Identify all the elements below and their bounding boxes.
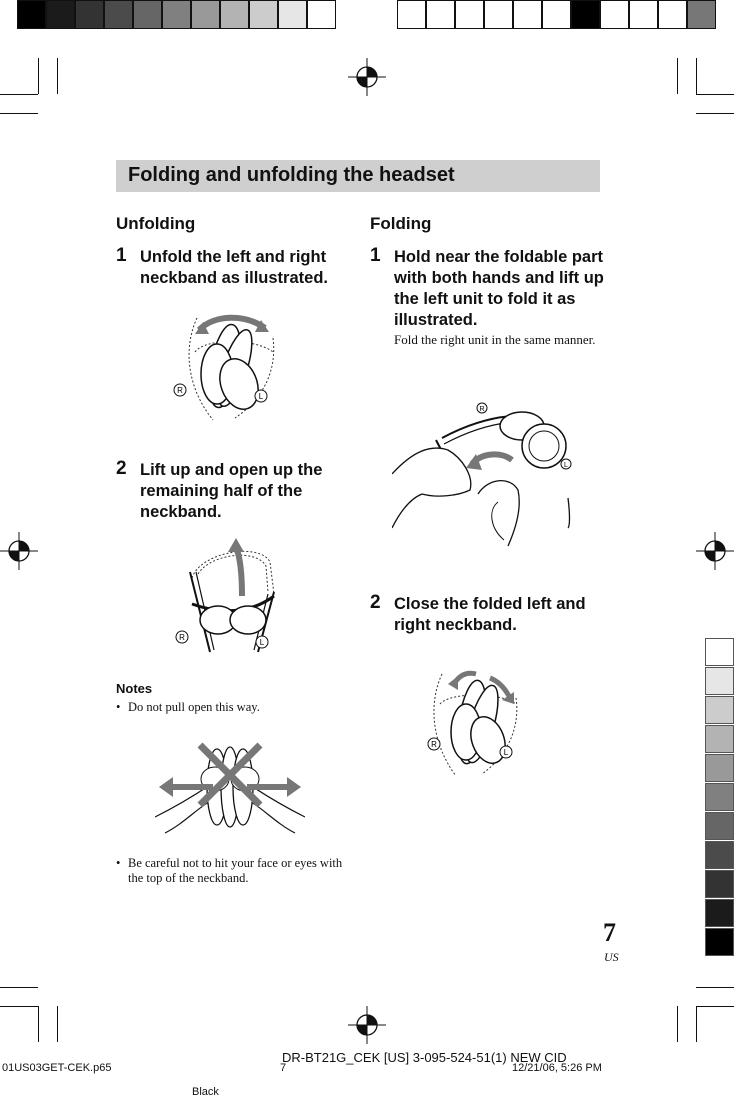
unfolding-step-1-text: Unfold the left and right neckband as illustrated. (140, 248, 328, 287)
footer-page: 7 (280, 1062, 287, 1074)
unfolding-step-2-number: 2 (116, 458, 127, 479)
footer-timestamp: 12/21/06, 5:26 PM (512, 1062, 602, 1074)
page-suffix: US (604, 950, 619, 964)
footer-file-name: 01US03GET-CEK.p65 (2, 1062, 112, 1074)
footer-document-id: DR-BT21G_CEK [US] 3-095-524-51(1) NEW CID (282, 1050, 567, 1065)
notes-heading: Notes (116, 681, 153, 696)
folding-step-1-detail: Fold the right unit in the same manner. (394, 332, 596, 347)
folding-step-1-text: Hold near the foldable part with both hands and lift up the left unit to fold it as illustrated. (394, 248, 604, 329)
do-not-pull-illustration (155, 735, 305, 835)
registration-mark-left (0, 532, 38, 570)
registration-mark-right (696, 532, 734, 570)
registration-mark-top (348, 58, 386, 96)
folding-heading: Folding (370, 214, 432, 233)
unfolding-step-2-text: Lift up and open up the remaining half of the neckband. (140, 461, 323, 521)
unfold-step-1-illustration (165, 308, 285, 428)
footer-color-label: Black (192, 1086, 219, 1098)
notes-item-1-text: Do not pull open this way. (128, 700, 260, 714)
notes-item-2-text: Be careful not to hit your face or eyes with the top of the neckband. (128, 856, 343, 885)
fold-step-2-illustration (420, 664, 530, 784)
unfolding-heading: Unfolding (116, 214, 196, 233)
label-left: L (259, 638, 265, 647)
label-right: R (431, 740, 437, 749)
folding-step-2-number: 2 (370, 592, 381, 613)
unfold-step-2-illustration (170, 532, 280, 657)
fold-step-1-illustration (392, 398, 582, 550)
folding-step-1-number: 1 (370, 245, 381, 266)
section-header (116, 160, 600, 192)
label-left: L (503, 748, 509, 757)
label-left: L (258, 392, 264, 401)
label-left: L (564, 462, 568, 469)
folding-step-2-text: Close the folded left and right neckband. (394, 595, 586, 634)
section-title: Folding and unfolding the headset (128, 164, 455, 186)
label-right: R (179, 633, 185, 642)
label-right: R (177, 386, 183, 395)
label-right: R (479, 406, 485, 413)
page-number: 7 (603, 918, 616, 947)
unfolding-step-1-number: 1 (116, 245, 127, 266)
registration-mark-bottom (348, 1006, 386, 1044)
